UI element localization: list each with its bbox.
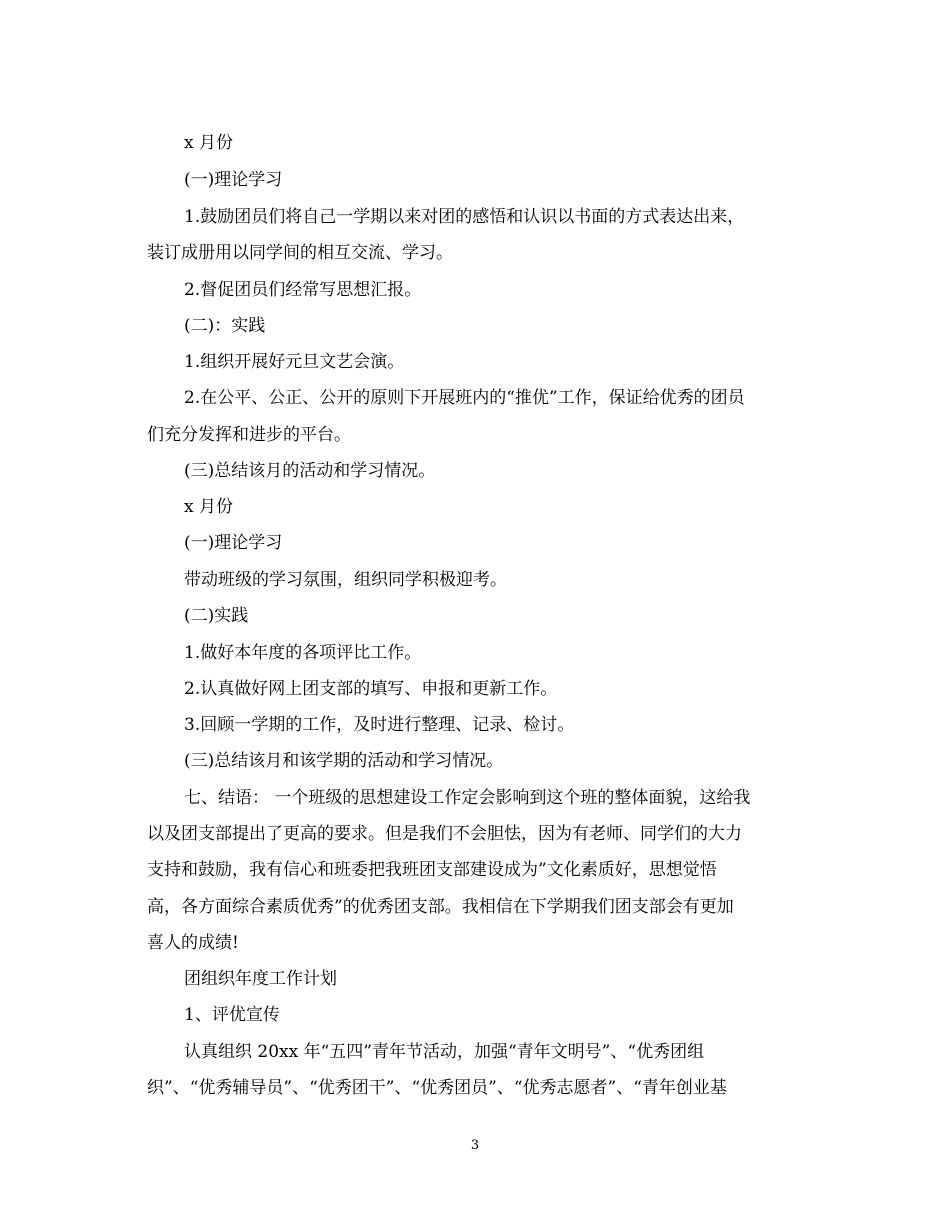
paragraph-line: 支持和鼓励，我有信心和班委把我班团支部建设成为”文化素质好，思想觉悟 [147,860,717,880]
paragraph-line: 2.督促团员们经常写思想汇报。 [184,280,422,300]
paragraph-line: (二)：实践 [184,316,266,336]
paragraph-line: x 月份 [184,133,233,153]
paragraph-line: 1.鼓励团员们将自己一学期以来对团的感悟和认识以书面的方式表达出来， [184,207,745,227]
paragraph-line: 1.组织开展好元旦文艺会演。 [184,352,405,372]
paragraph-line: 高，各方面综合素质优秀”的优秀团支部。我相信在下学期我们团支部会有更加 [147,897,734,917]
paragraph-line: (一)理论学习 [184,170,283,190]
paragraph-line: 装订成册用以同学间的相互交流、学习。 [147,243,453,263]
page-number: 3 [470,1138,480,1153]
paragraph-line: 们充分发挥和进步的平台。 [147,425,351,445]
paragraph-line: (一)理论学习 [184,533,283,553]
paragraph-line: 认真组织 20xx 年“五四”青年节活动，加强“青年文明号”、“优秀团组 [184,1042,705,1062]
paragraph-line: 以及团支部提出了更高的要求。但是我们不会胆怯，因为有老师、同学们的大力 [147,824,742,844]
paragraph-line: (二)实践 [184,606,249,626]
paragraph-line: 1.做好本年度的各项评比工作。 [184,643,422,663]
paragraph-line: (三)总结该月的活动和学习情况。 [184,461,436,481]
paragraph-line: 七、结语： 一个班级的思想建设工作定会影响到这个班的整体面貌，这给我 [184,788,751,808]
paragraph-line: 2.认真做好网上团支部的填写、申报和更新工作。 [184,679,558,699]
paragraph-line: 3.回顾一学期的工作，及时进行整理、记录、检讨。 [184,715,575,735]
paragraph-line: 2.在公平、公正、公开的原则下开展班内的“推优”工作，保证给优秀的团员 [184,388,745,408]
paragraph-line: (三)总结该月和该学期的活动和学习情况。 [184,751,504,771]
paragraph-line: 1、评优宣传 [184,1005,280,1025]
paragraph-line: 带动班级的学习氛围，组织同学积极迎考。 [184,570,507,590]
paragraph-line: 喜人的成绩! [147,933,239,953]
paragraph-line: x 月份 [184,497,233,517]
section-title: 团组织年度工作计划 [184,969,337,989]
paragraph-line: 织”、“优秀辅导员”、“优秀团干”、“优秀团员”、“优秀志愿者”、“青年创业基 [147,1078,727,1098]
